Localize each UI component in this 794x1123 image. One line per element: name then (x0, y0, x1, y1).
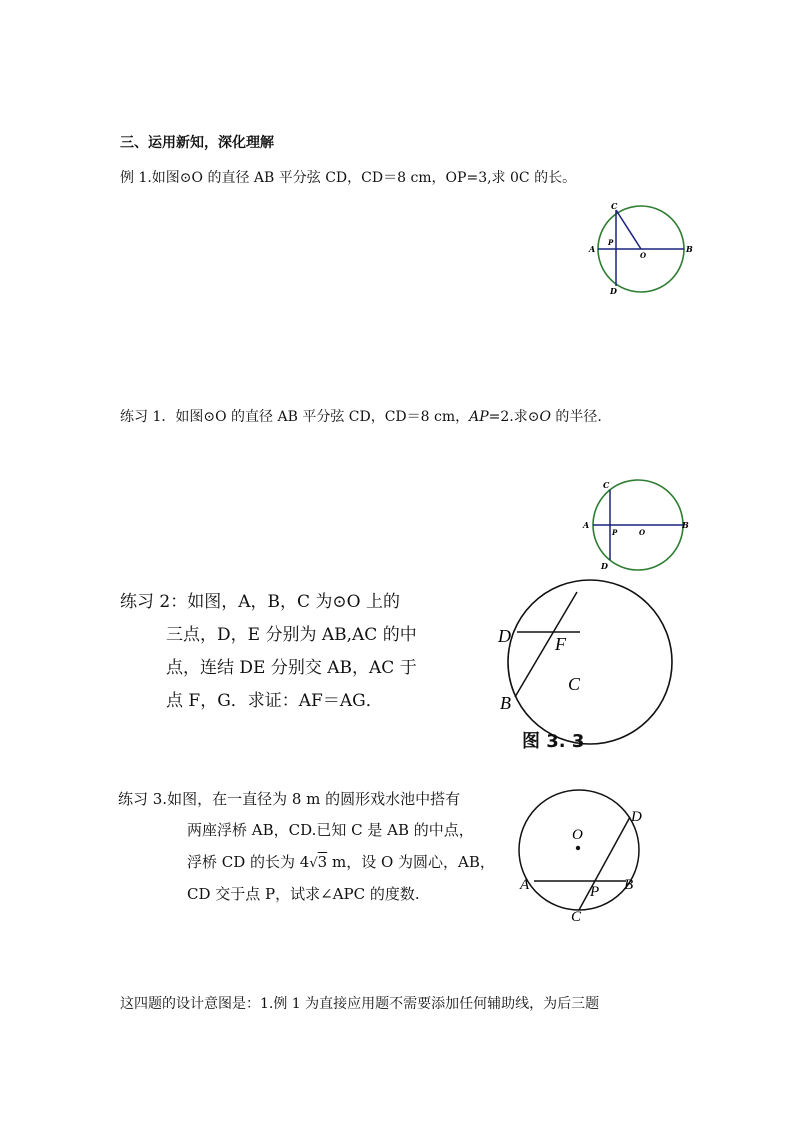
figure-4-center-dot (576, 846, 580, 850)
practice-3-line-2: 两座浮桥 AB，CD.已知 C 是 AB 的中点， (187, 821, 474, 839)
figure-4-label-d: D (631, 809, 642, 825)
figure-4-circle-diagram (515, 775, 650, 925)
practice-2-line-3: 点，连结 DE 分别交 AB，AC 于 (166, 658, 417, 678)
design-intent-text: 这四题的设计意图是：1.例 1 为直接应用题不需要添加任何辅助线，为后三题 (120, 996, 600, 1012)
figure-2-circle-diagram (580, 478, 695, 573)
figure-1-label-c: C (611, 201, 618, 211)
figure-3-crop (495, 592, 581, 713)
figure-1-label-p: P (608, 238, 614, 247)
figure-3-label-g: C (568, 674, 581, 694)
practice-3-line-1: 练习 3.如图，在一直径为 8 m 的圆形戏水池中搭有 (118, 790, 461, 808)
figure-2-label-o: O (639, 528, 646, 537)
figure-3-label-b: B (500, 693, 511, 713)
figure-3-caption: 图 3. 3 (522, 731, 585, 752)
practice-3-line-3: 浮桥 CD 的长为 4√3 m，设 O 为圆心，AB， (187, 853, 495, 871)
figure-4-circle (519, 790, 639, 910)
practice-3-line-4: CD 交于点 P，试求∠APC 的度数. (187, 885, 420, 903)
practice-1-text: 练习 1．如图⊙O 的直径 AB 平分弦 CD，CD＝8 cm，AP=2.求⊙O 的半径. (120, 409, 602, 425)
figure-4-bridge-cd (579, 817, 630, 910)
figure-2-label-p: P (612, 528, 618, 537)
figure-1-radius-oc (616, 210, 641, 249)
figure-2-label-c: C (603, 480, 610, 490)
figure-3-label-d: D (498, 626, 511, 646)
figure-4-label-a: A (520, 877, 530, 893)
figure-4-label-b: B (624, 877, 634, 893)
figure-1-label-a: A (589, 244, 596, 254)
figure-2-label-b: B (682, 520, 689, 530)
figure-1-circle-diagram (585, 198, 700, 298)
figure-1-label-d: D (610, 286, 617, 296)
figure-2-label-a: A (583, 520, 590, 530)
figure-4-label-p: P (590, 884, 600, 900)
figure-2-label-d: D (601, 561, 608, 571)
example-1-text: 例 1.如图⊙O 的直径 AB 平分弦 CD，CD＝8 cm，OP=3,求 0C 的长。 (120, 170, 577, 186)
practice-2-line-2: 三点，D，E 分别为 AB,AC 的中 (166, 625, 417, 645)
figure-3-label-f: F (555, 634, 566, 654)
section-title: 三、运用新知，深化理解 (120, 135, 274, 151)
figure-1-label-o: O (640, 251, 647, 260)
figure-4-label-o: O (572, 827, 583, 843)
figure-3-circle-diagram (495, 592, 581, 713)
practice-2-line-4: 点 F，G．求证：AF＝AG． (166, 691, 383, 711)
figure-3-circle (508, 580, 672, 744)
practice-2-line-1: 练习 2：如图，A，B，C 为⊙O 上的 (120, 592, 400, 612)
figure-4-label-c: C (571, 909, 582, 925)
figure-1-label-b: B (686, 244, 693, 254)
